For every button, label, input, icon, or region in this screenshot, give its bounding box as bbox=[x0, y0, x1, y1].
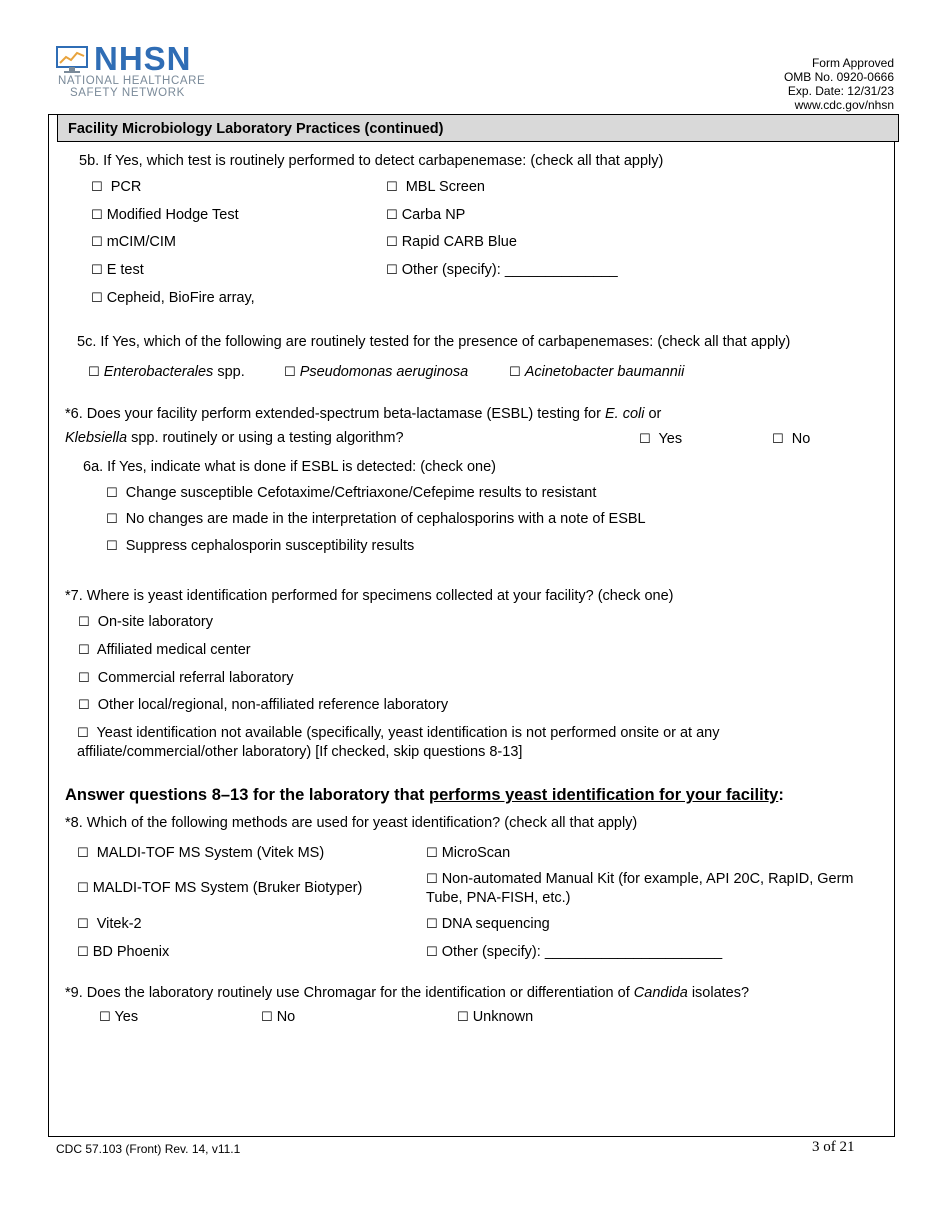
option-label: Yes bbox=[658, 431, 683, 447]
option-8-dna-seq[interactable] bbox=[426, 916, 550, 932]
checkbox-icon[interactable]: ☐ bbox=[386, 180, 398, 195]
checkbox-icon[interactable]: ☐ bbox=[77, 846, 89, 861]
checkbox-icon[interactable]: ☐ bbox=[78, 698, 90, 713]
option-mbl-screen[interactable] bbox=[386, 179, 485, 195]
omb-info bbox=[784, 56, 894, 112]
text-italic: E. coli bbox=[604, 406, 645, 422]
option-pseudomonas[interactable] bbox=[284, 364, 468, 380]
option-label: Yeast identification not available (specifically, yeast identification is not performed onsite or at any bbox=[96, 725, 720, 741]
option-label: PCR bbox=[110, 179, 142, 195]
option-label: Vitek-2 bbox=[96, 916, 142, 932]
checkbox-icon[interactable]: ☐ bbox=[91, 208, 103, 223]
checkbox-icon[interactable]: ☐ bbox=[639, 432, 651, 447]
option-6a-no-changes[interactable] bbox=[106, 511, 646, 527]
option-label: No bbox=[276, 1009, 296, 1025]
question-6-line2 bbox=[65, 430, 404, 446]
checkbox-icon[interactable]: ☐ bbox=[457, 1010, 469, 1025]
checkbox-icon[interactable]: ☐ bbox=[78, 615, 90, 630]
text: Answer questions 8–13 for the laboratory that bbox=[65, 786, 429, 804]
option-label: E test bbox=[106, 262, 144, 278]
checkbox-icon[interactable]: ☐ bbox=[106, 512, 118, 527]
option-cepheid[interactable] bbox=[91, 290, 255, 306]
option-label: spp. bbox=[213, 364, 245, 380]
checkbox-icon[interactable]: ☐ bbox=[386, 208, 398, 223]
option-label: MicroScan bbox=[441, 845, 511, 861]
text: *9. Does the laboratory routinely use Chromagar for the identification or differentiation of bbox=[65, 985, 634, 1001]
checkbox-icon[interactable]: ☐ bbox=[99, 1010, 111, 1025]
question-6a: 6a. If Yes, indicate what is done if ESBL is detected: (check one) bbox=[83, 459, 496, 475]
checkbox-icon[interactable]: ☐ bbox=[106, 486, 118, 501]
option-label: Suppress cephalosporin susceptibility results bbox=[125, 538, 415, 554]
checkbox-icon[interactable]: ☐ bbox=[88, 365, 100, 380]
text: isolates? bbox=[687, 985, 750, 1001]
checkbox-icon[interactable]: ☐ bbox=[91, 263, 103, 278]
form-id: CDC 57.103 (Front) Rev. 14, v11.1 bbox=[56, 1142, 241, 1156]
checkbox-icon[interactable]: ☐ bbox=[106, 539, 118, 554]
logo-wordmark: NHSN bbox=[94, 40, 192, 77]
page-number: 3 of 21 bbox=[812, 1139, 855, 1155]
monitor-chart-icon bbox=[56, 46, 90, 76]
option-label: MBL Screen bbox=[405, 179, 485, 195]
checkbox-icon[interactable]: ☐ bbox=[426, 917, 438, 932]
option-label: BD Phoenix bbox=[92, 944, 170, 960]
text: or bbox=[644, 406, 662, 422]
option-label: Carba NP bbox=[401, 207, 466, 223]
checkbox-icon[interactable]: ☐ bbox=[426, 872, 438, 887]
option-other-specify[interactable] bbox=[386, 262, 618, 278]
option-label-italic: Acinetobacter baumannii bbox=[524, 364, 685, 380]
option-label-italic: Enterobacterales bbox=[103, 364, 214, 380]
checkbox-icon[interactable]: ☐ bbox=[386, 263, 398, 278]
omb-line: www.cdc.gov/nhsn bbox=[794, 98, 894, 112]
option-7-affiliated[interactable] bbox=[78, 642, 251, 658]
option-label: Change susceptible Cefotaxime/Ceftriaxone/Cefepime results to resistant bbox=[125, 485, 597, 501]
question-9 bbox=[65, 985, 749, 1001]
option-rapid-carb[interactable] bbox=[386, 234, 517, 250]
option-label: Cepheid, BioFire array, bbox=[106, 290, 255, 306]
option-mcim[interactable] bbox=[91, 234, 176, 250]
option-enterobacterales[interactable] bbox=[88, 364, 245, 380]
option-8-manual-kit-line2: Tube, PNA-FISH, etc.) bbox=[426, 890, 571, 906]
text: *6. Does your facility perform extended-spectrum beta-lactamase (ESBL) testing for bbox=[65, 406, 605, 422]
question-6-line1 bbox=[65, 406, 661, 422]
checkbox-icon[interactable]: ☐ bbox=[772, 432, 784, 447]
section-title: Facility Microbiology Laboratory Practices (continued) bbox=[57, 114, 899, 142]
option-label: No bbox=[791, 431, 811, 447]
logo-subtitle-2: SAFETY NETWORK bbox=[70, 87, 185, 99]
option-7-not-available-line2: affiliate/commercial/other laboratory) [If checked, skip questions 8-13] bbox=[77, 744, 523, 760]
option-e-test[interactable] bbox=[91, 262, 144, 278]
option-label: MALDI-TOF MS System (Bruker Biotyper) bbox=[92, 880, 363, 896]
checkbox-icon[interactable]: ☐ bbox=[77, 881, 89, 896]
option-9-no[interactable] bbox=[261, 1009, 295, 1025]
checkbox-icon[interactable]: ☐ bbox=[77, 726, 89, 741]
option-label: Commercial referral laboratory bbox=[97, 670, 294, 686]
checkbox-icon[interactable]: ☐ bbox=[78, 671, 90, 686]
option-label: No changes are made in the interpretation of cephalosporins with a note of ESBL bbox=[125, 511, 646, 527]
option-6a-change[interactable] bbox=[106, 485, 596, 501]
checkbox-icon[interactable]: ☐ bbox=[426, 945, 438, 960]
option-q6-no[interactable] bbox=[772, 431, 810, 447]
question-7: *7. Where is yeast identification performed for specimens collected at your facility? (check one) bbox=[65, 588, 674, 604]
text-italic: Candida bbox=[633, 985, 688, 1001]
option-8-other[interactable] bbox=[426, 944, 722, 960]
option-acinetobacter[interactable] bbox=[509, 364, 684, 380]
option-9-yes[interactable] bbox=[99, 1009, 138, 1025]
option-8-vitek2[interactable] bbox=[77, 916, 142, 932]
logo-subtitle-1: NATIONAL HEALTHCARE bbox=[58, 75, 206, 87]
option-7-onsite[interactable] bbox=[78, 614, 213, 630]
checkbox-icon[interactable]: ☐ bbox=[77, 945, 89, 960]
option-7-not-available[interactable] bbox=[77, 725, 720, 741]
omb-line: Form Approved bbox=[811, 56, 894, 70]
checkbox-icon[interactable]: ☐ bbox=[91, 180, 103, 195]
question-8: *8. Which of the following methods are used for yeast identification? (check all that apply) bbox=[65, 815, 638, 831]
option-8-manual-kit[interactable] bbox=[426, 871, 854, 887]
option-label: Other local/regional, non-affiliated reference laboratory bbox=[97, 697, 449, 713]
nhsn-logo bbox=[56, 40, 216, 100]
option-label: DNA sequencing bbox=[441, 916, 550, 932]
option-label: Non-automated Manual Kit (for example, API 20C, RapID, Germ bbox=[441, 871, 854, 887]
option-label: Affiliated medical center bbox=[96, 642, 251, 658]
question-5c: 5c. If Yes, which of the following are routinely tested for the presence of carbapenemases: (check all that apply) bbox=[77, 334, 791, 350]
option-label: MALDI-TOF MS System (Vitek MS) bbox=[96, 845, 325, 861]
option-label: On-site laboratory bbox=[97, 614, 213, 630]
checkbox-icon[interactable]: ☐ bbox=[77, 917, 89, 932]
checkbox-icon[interactable]: ☐ bbox=[78, 643, 90, 658]
option-label: Unknown bbox=[472, 1009, 534, 1025]
option-label: mCIM/CIM bbox=[106, 234, 176, 250]
text-underlined: performs yeast identification for your facility bbox=[429, 786, 779, 804]
checkbox-icon[interactable]: ☐ bbox=[91, 291, 103, 306]
question-5b: 5b. If Yes, which test is routinely performed to detect carbapenemase: (check all that apply) bbox=[79, 153, 664, 169]
checkbox-icon[interactable]: ☐ bbox=[509, 365, 521, 380]
option-label-italic: Pseudomonas aeruginosa bbox=[299, 364, 469, 380]
option-label: Yes bbox=[114, 1009, 139, 1025]
option-label: Other (specify): ______________________ bbox=[441, 944, 723, 960]
option-7-other[interactable] bbox=[78, 697, 448, 713]
text: : bbox=[778, 786, 784, 804]
option-label: Other (specify): ______________ bbox=[401, 262, 618, 278]
option-6a-suppress[interactable] bbox=[106, 538, 414, 554]
text-italic: Klebsiella bbox=[65, 430, 128, 446]
text: spp. routinely or using a testing algorithm? bbox=[127, 430, 404, 446]
option-8-maldi-vitek[interactable] bbox=[77, 845, 324, 861]
checkbox-icon[interactable]: ☐ bbox=[284, 365, 296, 380]
option-carba-np[interactable] bbox=[386, 207, 465, 223]
option-label: Rapid CARB Blue bbox=[401, 234, 517, 250]
option-8-microscan[interactable] bbox=[426, 845, 510, 861]
option-pcr[interactable] bbox=[91, 179, 141, 195]
option-modified-hodge[interactable] bbox=[91, 207, 239, 223]
checkbox-icon[interactable]: ☐ bbox=[426, 846, 438, 861]
option-q6-yes[interactable] bbox=[639, 431, 682, 447]
checkbox-icon[interactable]: ☐ bbox=[386, 235, 398, 250]
checkbox-icon[interactable]: ☐ bbox=[91, 235, 103, 250]
omb-line: Exp. Date: 12/31/23 bbox=[787, 84, 894, 98]
option-9-unknown[interactable] bbox=[457, 1009, 533, 1025]
option-8-maldi-bruker[interactable] bbox=[77, 880, 362, 896]
answer-heading bbox=[65, 786, 784, 805]
option-7-commercial[interactable] bbox=[78, 670, 294, 686]
checkbox-icon[interactable]: ☐ bbox=[261, 1010, 273, 1025]
option-8-bd-phoenix[interactable] bbox=[77, 944, 169, 960]
omb-line: OMB No. 0920-0666 bbox=[783, 70, 894, 84]
option-label: Modified Hodge Test bbox=[106, 207, 239, 223]
